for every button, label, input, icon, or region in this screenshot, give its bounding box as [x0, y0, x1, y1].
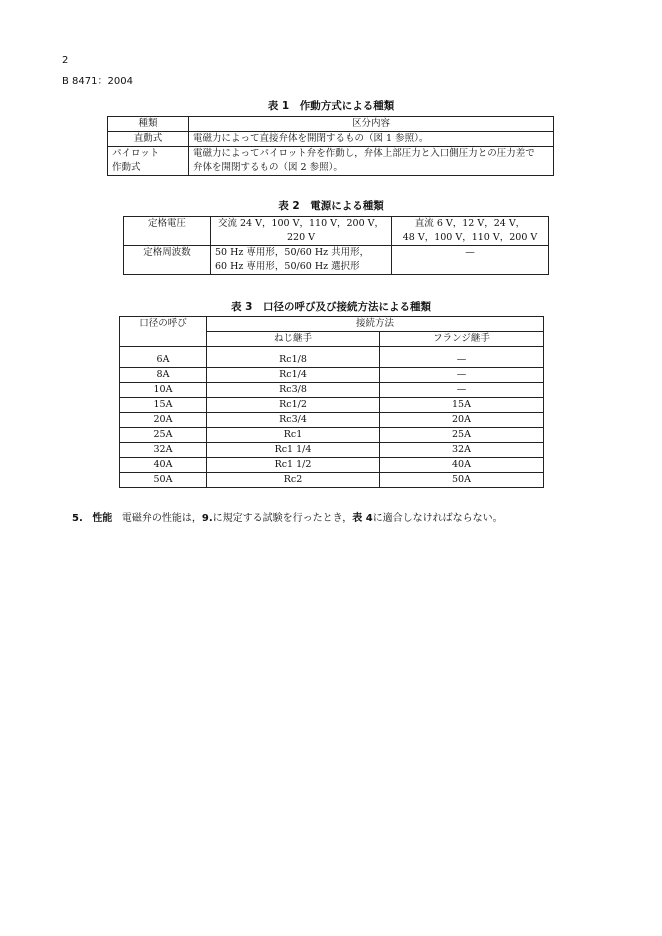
- cell-flange: 15A: [380, 398, 544, 413]
- cell-thread: Rc2: [207, 473, 380, 488]
- cell-thread: Rc1/4: [207, 368, 380, 383]
- table-row: [120, 413, 544, 428]
- cell-thread: Rc1/2: [207, 398, 380, 413]
- cell-type: 直動式: [108, 132, 189, 147]
- section-text: に規定する試験を行ったとき，: [212, 513, 353, 524]
- cell-description-line: 弁体を開閉するもの（図 2 参照）。: [193, 162, 343, 173]
- table1-operation-type: [107, 116, 554, 176]
- cell-line: 220 V: [286, 232, 315, 243]
- cell-dc: [392, 217, 549, 246]
- cell-line: 48 V，100 V，110 V，200 V: [402, 232, 538, 243]
- cell-flange: 50A: [380, 473, 544, 488]
- table2-power-supply: [123, 216, 549, 275]
- cell-flange: —: [380, 353, 544, 368]
- standard-code: B 8471：2004: [62, 76, 133, 87]
- cell-type-line: パイロット: [112, 148, 160, 159]
- header-size: 口径の呼び: [120, 317, 207, 347]
- cell-description: 電磁力によって直接弁体を開閉するもの（図 1 参照）。: [189, 132, 554, 147]
- cell-size: 10A: [120, 383, 207, 398]
- table-row: [124, 217, 549, 246]
- cell-size: 6A: [120, 353, 207, 368]
- table-row: [108, 147, 554, 176]
- cell-flange: 25A: [380, 428, 544, 443]
- cell-ac: [211, 246, 392, 275]
- cell-size: 40A: [120, 458, 207, 473]
- cell-size: 15A: [120, 398, 207, 413]
- cell-label: 定格電圧: [124, 217, 211, 246]
- cell-flange: 40A: [380, 458, 544, 473]
- cell-ac: [211, 217, 392, 246]
- cell-thread: Rc3/4: [207, 413, 380, 428]
- section-text: 電磁弁の性能は，: [121, 513, 202, 524]
- cell-description: [189, 147, 554, 176]
- header-type: 種類: [108, 117, 189, 132]
- cell-thread: Rc1 1/2: [207, 458, 380, 473]
- cell-flange: 32A: [380, 443, 544, 458]
- table-row: [108, 132, 554, 147]
- cell-size: 8A: [120, 368, 207, 383]
- cell-size: 20A: [120, 413, 207, 428]
- cell-thread: Rc3/8: [207, 383, 380, 398]
- cell-label: 定格周波数: [124, 246, 211, 275]
- header-thread: ねじ継手: [207, 332, 380, 347]
- table-row: [120, 398, 544, 413]
- table-row: [120, 473, 544, 488]
- table-row: [120, 458, 544, 473]
- table-row: [120, 383, 544, 398]
- cell-flange: 20A: [380, 413, 544, 428]
- cell-line: 交流 24 V，100 V，110 V，200 V，: [217, 218, 385, 229]
- cell-thread: Rc1: [207, 428, 380, 443]
- section-heading: 性能: [92, 513, 113, 524]
- cell-description-line: 電磁力によってパイロット弁を作動し，弁体上部圧力と入口側圧力との圧力差で: [193, 148, 535, 159]
- cell-size: 32A: [120, 443, 207, 458]
- table-row: [120, 368, 544, 383]
- cell-line: 50 Hz 専用形，50/60 Hz 共用形，: [215, 247, 370, 258]
- section-ref: 表 4: [352, 513, 373, 524]
- page-number: 2: [62, 55, 69, 66]
- table2-caption: 表 2 電源による種類: [278, 200, 384, 212]
- table3-caption: 表 3 口径の呼び及び接続方法による種類: [231, 301, 431, 313]
- header-flange: フランジ継手: [380, 332, 544, 347]
- section-ref: 9.: [201, 513, 213, 524]
- cell-size: 25A: [120, 428, 207, 443]
- cell-size: 50A: [120, 473, 207, 488]
- section-text: に適合しなければならない。: [372, 513, 503, 524]
- cell-line: 直流 6 V，12 V，24 V，: [414, 218, 526, 229]
- header-description: 区分内容: [189, 117, 554, 132]
- table-row: [120, 428, 544, 443]
- section-number: 5.: [72, 513, 83, 524]
- table1-caption: 表 1 作動方式による種類: [267, 100, 395, 112]
- cell-dc: —: [392, 246, 549, 275]
- table-row: [120, 443, 544, 458]
- cell-line: 60 Hz 専用形，50/60 Hz 選択形: [215, 261, 360, 272]
- table-header-row: [108, 117, 554, 132]
- cell-flange: —: [380, 368, 544, 383]
- section5-paragraph: [72, 509, 503, 524]
- header-connection: 接続方法: [207, 317, 544, 332]
- cell-type-line: 作動式: [112, 162, 141, 173]
- cell-type: [108, 147, 189, 176]
- table3-size-connection: [119, 316, 544, 488]
- cell-thread: Rc1/8: [207, 353, 380, 368]
- cell-thread: Rc1 1/4: [207, 443, 380, 458]
- table-header-row: [120, 317, 544, 332]
- cell-flange: —: [380, 383, 544, 398]
- table-row: [120, 353, 544, 368]
- table-row: [124, 246, 549, 275]
